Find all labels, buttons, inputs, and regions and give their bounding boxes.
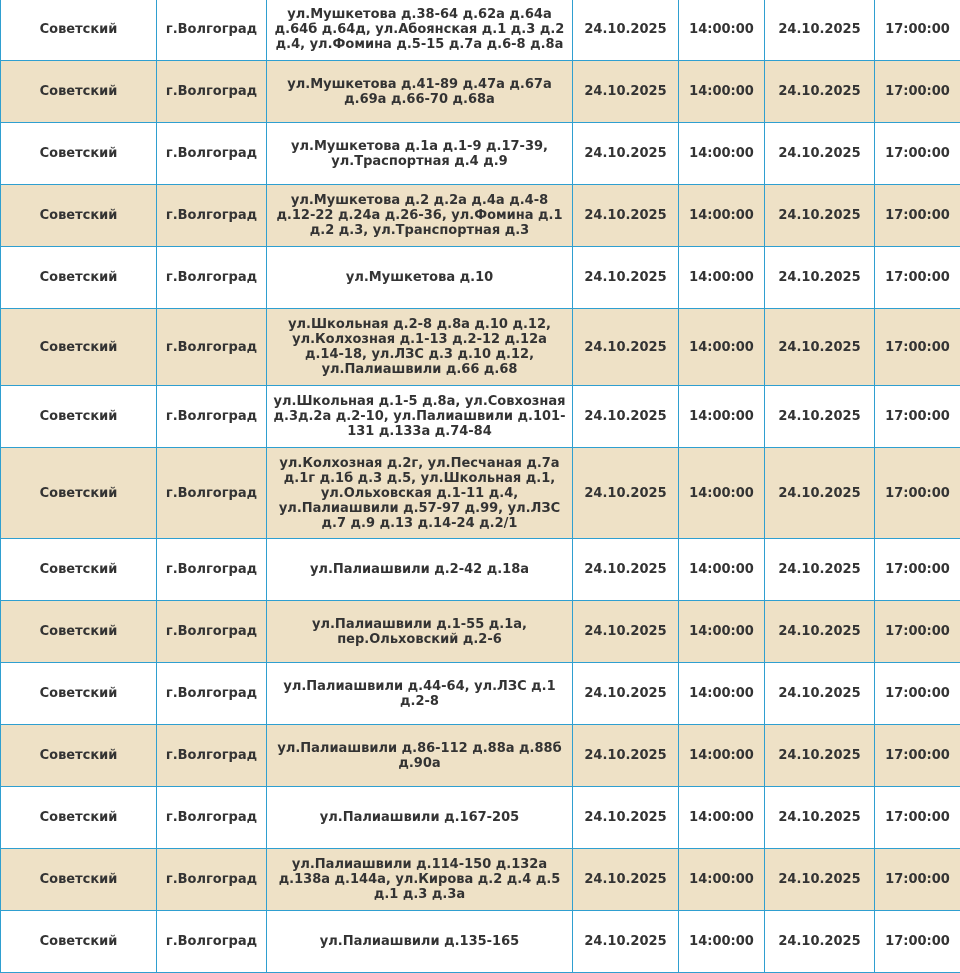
start-time-cell: 14:00:00	[679, 61, 765, 123]
address-cell: ул.Палиашвили д.2-42 д.18а	[267, 539, 573, 601]
end-date-cell: 24.10.2025	[765, 247, 875, 309]
start-time-cell: 14:00:00	[679, 185, 765, 247]
start-time-cell: 14:00:00	[679, 0, 765, 61]
start-date-cell: 24.10.2025	[573, 539, 679, 601]
start-time-cell: 14:00:00	[679, 849, 765, 911]
end-date-cell: 24.10.2025	[765, 61, 875, 123]
table-row	[1, 309, 960, 386]
city-cell: г.Волгоград	[157, 539, 267, 601]
table-row	[1, 725, 960, 787]
city-cell: г.Волгоград	[157, 601, 267, 663]
start-time-cell: 14:00:00	[679, 448, 765, 539]
district-cell: Советский	[1, 448, 157, 539]
end-time-cell: 17:00:00	[875, 123, 960, 185]
table-row	[1, 247, 960, 309]
district-cell: Советский	[1, 539, 157, 601]
city-cell: г.Волгоград	[157, 911, 267, 973]
address-cell: ул.Колхозная д.2г, ул.Песчаная д.7а д.1г д.1б д.3 д.5, ул.Школьная д.1, ул.Ольховская д.1-11 д.4, ул.Палиашвили д.57-97 д.99, ул.ЛЗС д.7 д.9 д.13 д.14-24 д.2/1	[267, 448, 573, 539]
district-cell: Советский	[1, 663, 157, 725]
table-row	[1, 539, 960, 601]
district-cell: Советский	[1, 725, 157, 787]
district-cell: Советский	[1, 123, 157, 185]
end-date-cell: 24.10.2025	[765, 309, 875, 386]
address-cell: ул.Мушкетова д.10	[267, 247, 573, 309]
city-cell: г.Волгоград	[157, 725, 267, 787]
table-row	[1, 123, 960, 185]
end-date-cell: 24.10.2025	[765, 725, 875, 787]
table-row	[1, 787, 960, 849]
end-time-cell: 17:00:00	[875, 448, 960, 539]
end-time-cell: 17:00:00	[875, 539, 960, 601]
start-time-cell: 14:00:00	[679, 911, 765, 973]
city-cell: г.Волгоград	[157, 123, 267, 185]
start-date-cell: 24.10.2025	[573, 309, 679, 386]
table-row	[1, 61, 960, 123]
district-cell: Советский	[1, 787, 157, 849]
city-cell: г.Волгоград	[157, 309, 267, 386]
district-cell: Советский	[1, 309, 157, 386]
address-cell: ул.Палиашвили д.114-150 д.132а д.138а д.144а, ул.Кирова д.2 д.4 д.5 д.1 д.3 д.3а	[267, 849, 573, 911]
end-date-cell: 24.10.2025	[765, 185, 875, 247]
end-time-cell: 17:00:00	[875, 725, 960, 787]
end-date-cell: 24.10.2025	[765, 911, 875, 973]
district-cell: Советский	[1, 61, 157, 123]
start-time-cell: 14:00:00	[679, 725, 765, 787]
start-time-cell: 14:00:00	[679, 386, 765, 448]
address-cell: ул.Палиашвили д.86-112 д.88а д.88б д.90а	[267, 725, 573, 787]
district-cell: Советский	[1, 849, 157, 911]
start-date-cell: 24.10.2025	[573, 247, 679, 309]
end-date-cell: 24.10.2025	[765, 0, 875, 61]
start-time-cell: 14:00:00	[679, 601, 765, 663]
table-row	[1, 185, 960, 247]
city-cell: г.Волгоград	[157, 448, 267, 539]
end-date-cell: 24.10.2025	[765, 539, 875, 601]
end-time-cell: 17:00:00	[875, 309, 960, 386]
end-date-cell: 24.10.2025	[765, 448, 875, 539]
start-date-cell: 24.10.2025	[573, 911, 679, 973]
end-date-cell: 24.10.2025	[765, 787, 875, 849]
start-date-cell: 24.10.2025	[573, 61, 679, 123]
address-cell: ул.Мушкетова д.1а д.1-9 д.17-39, ул.Траспортная д.4 д.9	[267, 123, 573, 185]
start-date-cell: 24.10.2025	[573, 448, 679, 539]
address-cell: ул.Палиашвили д.135-165	[267, 911, 573, 973]
city-cell: г.Волгоград	[157, 185, 267, 247]
address-cell: ул.Мушкетова д.41-89 д.47а д.67а д.69а д.66-70 д.68а	[267, 61, 573, 123]
district-cell: Советский	[1, 0, 157, 61]
address-cell: ул.Палиашвили д.44-64, ул.ЛЗС д.1 д.2-8	[267, 663, 573, 725]
end-time-cell: 17:00:00	[875, 787, 960, 849]
start-time-cell: 14:00:00	[679, 663, 765, 725]
city-cell: г.Волгоград	[157, 787, 267, 849]
start-date-cell: 24.10.2025	[573, 0, 679, 61]
start-date-cell: 24.10.2025	[573, 185, 679, 247]
address-cell: ул.Палиашвили д.1-55 д.1а, пер.Ольховский д.2-6	[267, 601, 573, 663]
district-cell: Советский	[1, 247, 157, 309]
start-date-cell: 24.10.2025	[573, 663, 679, 725]
address-cell: ул.Палиашвили д.167-205	[267, 787, 573, 849]
district-cell: Советский	[1, 185, 157, 247]
end-time-cell: 17:00:00	[875, 663, 960, 725]
city-cell: г.Волгоград	[157, 386, 267, 448]
table-body	[1, 0, 960, 973]
address-cell: ул.Школьная д.2-8 д.8а д.10 д.12, ул.Колхозная д.1-13 д.2-12 д.12а д.14-18, ул.ЛЗС д.3 д.10 д.12, ул.Палиашвили д.66 д.68	[267, 309, 573, 386]
start-time-cell: 14:00:00	[679, 309, 765, 386]
table-row	[1, 0, 960, 61]
address-cell: ул.Школьная д.1-5 д.8а, ул.Совхозная д.3д.2а д.2-10, ул.Палиашвили д.101-131 д.133а д.74-84	[267, 386, 573, 448]
end-time-cell: 17:00:00	[875, 247, 960, 309]
start-date-cell: 24.10.2025	[573, 123, 679, 185]
district-cell: Советский	[1, 601, 157, 663]
start-date-cell: 24.10.2025	[573, 386, 679, 448]
end-date-cell: 24.10.2025	[765, 123, 875, 185]
end-time-cell: 17:00:00	[875, 849, 960, 911]
start-date-cell: 24.10.2025	[573, 601, 679, 663]
district-cell: Советский	[1, 911, 157, 973]
end-date-cell: 24.10.2025	[765, 849, 875, 911]
table-row	[1, 448, 960, 539]
table-row	[1, 911, 960, 973]
end-date-cell: 24.10.2025	[765, 663, 875, 725]
end-time-cell: 17:00:00	[875, 911, 960, 973]
start-time-cell: 14:00:00	[679, 539, 765, 601]
end-date-cell: 24.10.2025	[765, 601, 875, 663]
end-time-cell: 17:00:00	[875, 61, 960, 123]
city-cell: г.Волгоград	[157, 247, 267, 309]
end-time-cell: 17:00:00	[875, 386, 960, 448]
end-time-cell: 17:00:00	[875, 185, 960, 247]
end-time-cell: 17:00:00	[875, 601, 960, 663]
table-row	[1, 386, 960, 448]
end-date-cell: 24.10.2025	[765, 386, 875, 448]
city-cell: г.Волгоград	[157, 663, 267, 725]
table-row	[1, 601, 960, 663]
district-cell: Советский	[1, 386, 157, 448]
city-cell: г.Волгоград	[157, 849, 267, 911]
start-date-cell: 24.10.2025	[573, 787, 679, 849]
start-time-cell: 14:00:00	[679, 787, 765, 849]
city-cell: г.Волгоград	[157, 0, 267, 61]
end-time-cell: 17:00:00	[875, 0, 960, 61]
city-cell: г.Волгоград	[157, 61, 267, 123]
table-row	[1, 663, 960, 725]
start-date-cell: 24.10.2025	[573, 725, 679, 787]
start-time-cell: 14:00:00	[679, 247, 765, 309]
start-time-cell: 14:00:00	[679, 123, 765, 185]
address-cell: ул.Мушкетова д.38-64 д.62а д.64а д.64б д.64д, ул.Абоянская д.1 д.3 д.2 д.4, ул.Фомина д.5-15 д.7а д.6-8 д.8а	[267, 0, 573, 61]
table-row	[1, 849, 960, 911]
address-cell: ул.Мушкетова д.2 д.2а д.4а д.4-8 д.12-22 д.24а д.26-36, ул.Фомина д.1 д.2 д.3, ул.Транспортная д.3	[267, 185, 573, 247]
start-date-cell: 24.10.2025	[573, 849, 679, 911]
